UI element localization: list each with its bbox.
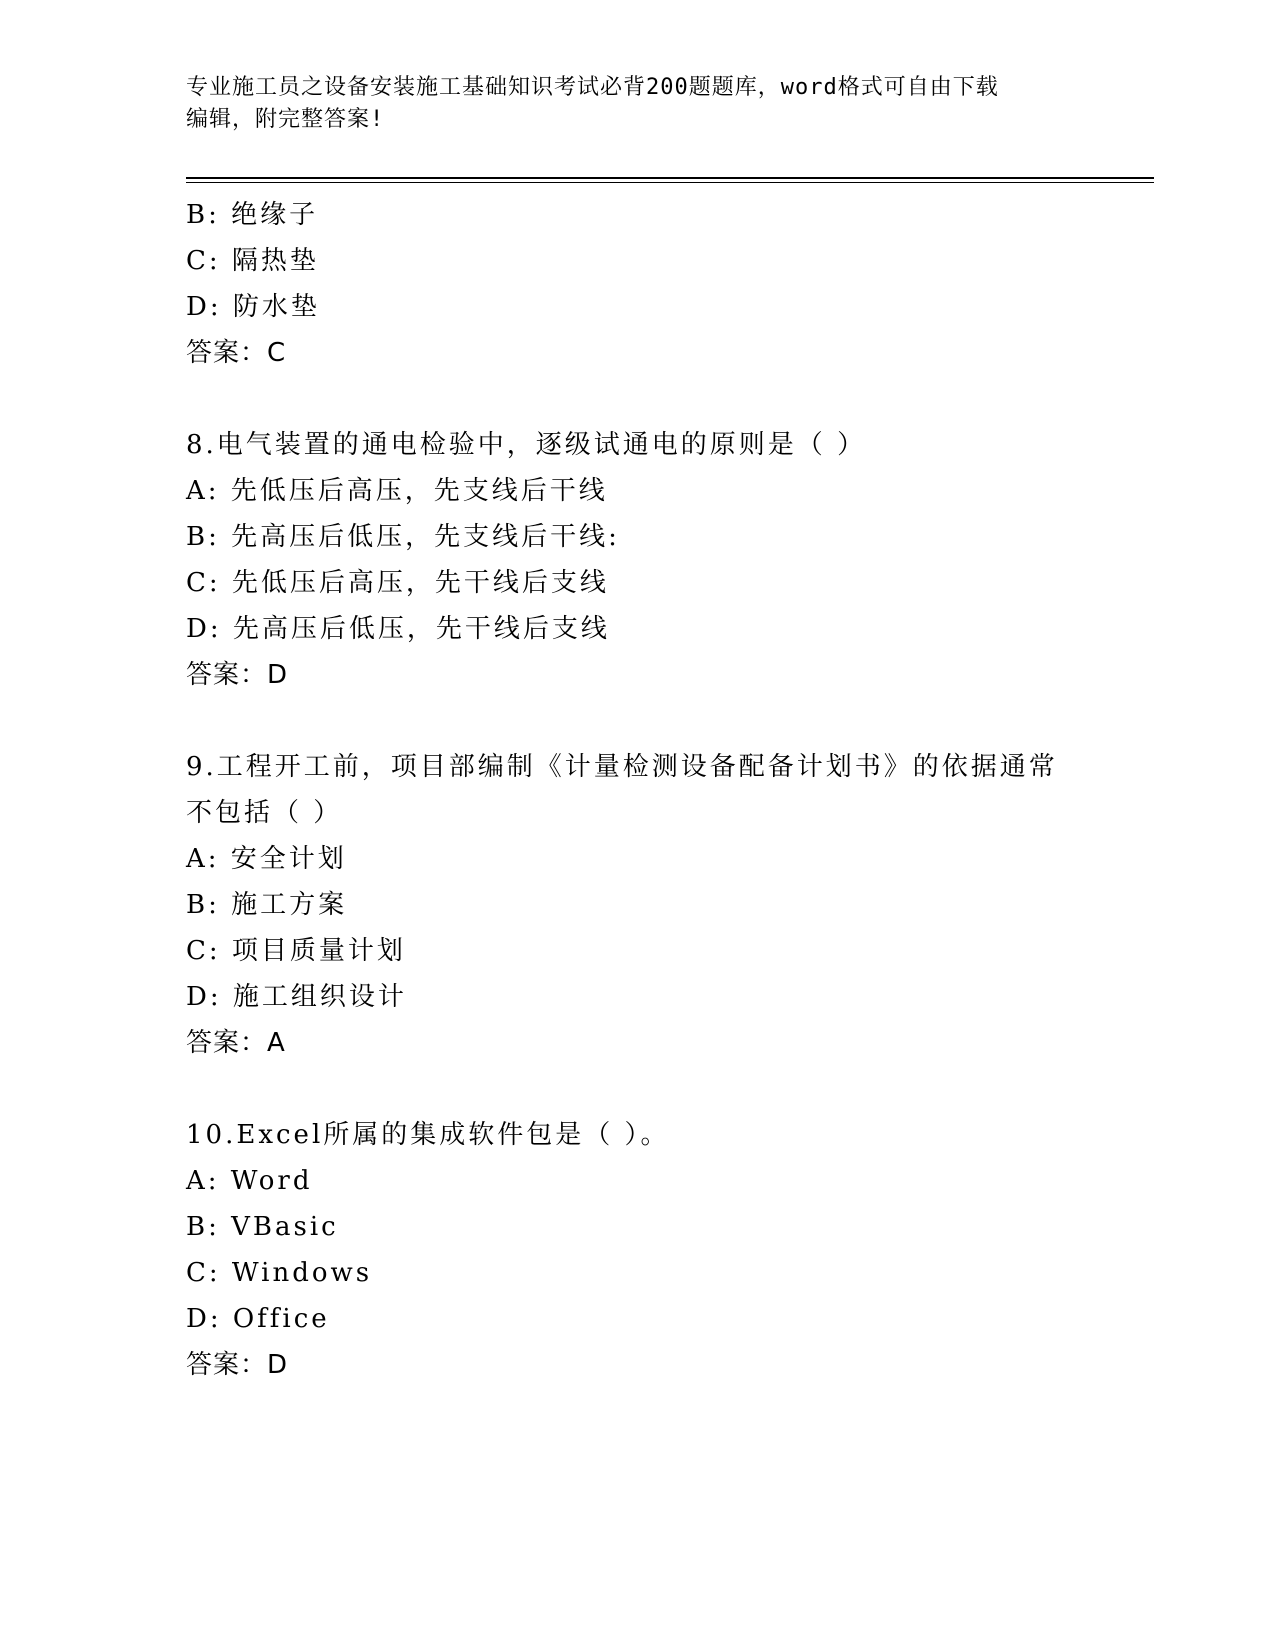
option-b: B: VBasic	[186, 1212, 339, 1242]
option-c: C: 先低压后高压，先干线后支线	[186, 568, 609, 598]
question-list	[186, 192, 1086, 1388]
option-d: D: 施工组织设计	[186, 982, 407, 1012]
option-b: B: 施工方案	[186, 890, 348, 920]
answer-line: 答案：A	[186, 1028, 286, 1058]
question-10	[186, 1112, 1086, 1388]
question-9	[186, 744, 1086, 1066]
question-stem: 8.电气装置的通电检验中，逐级试通电的原则是（ ）	[186, 430, 867, 460]
question-8	[186, 422, 1086, 698]
option-c: C: 项目质量计划	[186, 936, 406, 966]
option-a: A: Word	[186, 1166, 313, 1196]
question-stem-continued: 不包括（ ）	[186, 798, 343, 828]
header-rule-thin	[186, 182, 1154, 183]
document-header	[186, 72, 1066, 136]
header-title-line-1: 专业施工员之设备安装施工基础知识考试必背200题题库，word格式可自由下载	[186, 75, 999, 100]
question-stem: 10.Excel所属的集成软件包是（ ）。	[186, 1120, 670, 1150]
question-stem: 9.工程开工前，项目部编制《计量检测设备配备计划书》的依据通常	[186, 752, 1058, 782]
option-c: C: Windows	[186, 1258, 373, 1288]
option-b: B: 先高压后低压，先支线后干线:	[186, 522, 620, 552]
option-c: C: 隔热垫	[186, 246, 319, 276]
header-rule-thick	[186, 177, 1154, 179]
header-title-line-2: 编辑，附完整答案!	[186, 107, 385, 132]
answer-line: 答案：D	[186, 1350, 289, 1380]
answer-line: 答案：C	[186, 338, 287, 368]
option-a: A: 先低压后高压，先支线后干线	[186, 476, 608, 506]
option-d: D: 防水垫	[186, 292, 320, 322]
option-d: D: Office	[186, 1304, 330, 1334]
partial-question	[186, 192, 1086, 376]
option-d: D: 先高压后低压，先干线后支线	[186, 614, 610, 644]
option-a: A: 安全计划	[186, 844, 347, 874]
answer-line: 答案：D	[186, 660, 289, 690]
option-b: B: 绝缘子	[186, 200, 319, 230]
